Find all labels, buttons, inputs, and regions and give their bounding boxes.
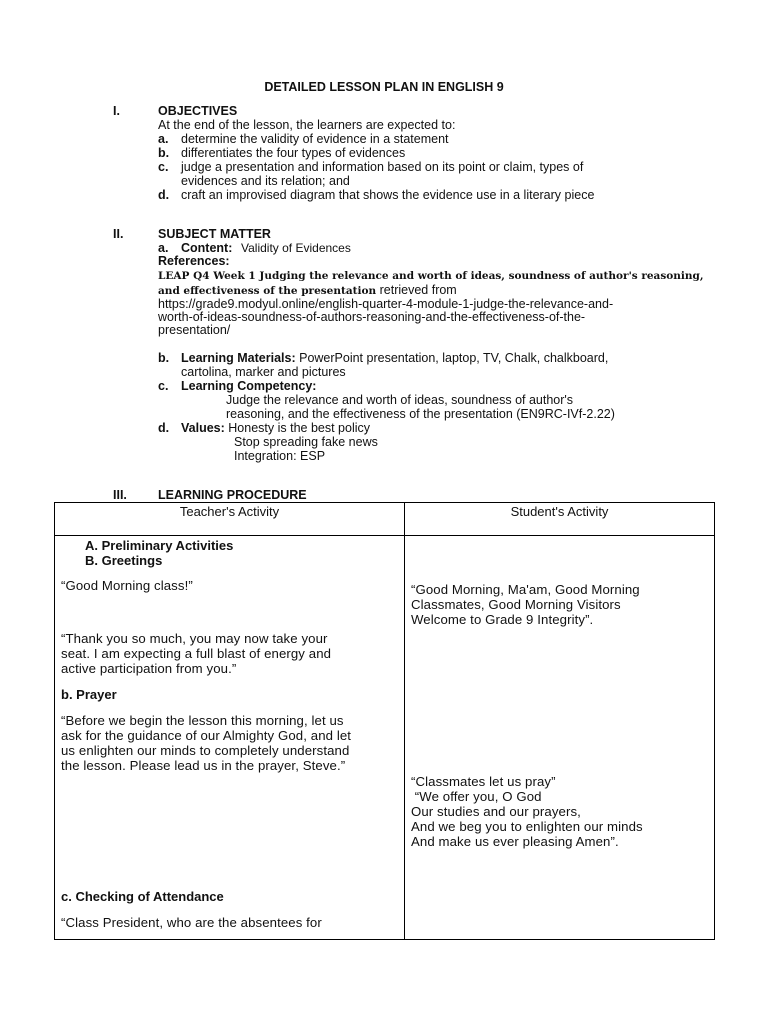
student-prayer-line: And we beg you to enlighten our minds [411, 819, 643, 834]
content-letter: a. [158, 241, 169, 255]
section-numeral-objectives: I. [113, 104, 120, 118]
student-greeting-line: Welcome to Grade 9 Integrity”. [411, 612, 594, 627]
document-title: DETAILED LESSON PLAN IN ENGLISH 9 [264, 80, 504, 94]
content-label: Content: [181, 241, 233, 255]
values-text: Integration: ESP [234, 449, 326, 463]
competency-label: Learning Competency: [181, 379, 317, 393]
materials-label: Learning Materials: [181, 351, 296, 365]
student-prayer-line: Our studies and our prayers, [411, 804, 581, 819]
teacher-greeting: “Good Morning class!” [61, 578, 193, 593]
section-numeral-procedure: III. [113, 488, 127, 502]
teacher-column-label: Teacher's Activity [179, 504, 280, 519]
objective-letter: a. [158, 132, 169, 146]
student-activity-cell [405, 536, 715, 940]
attendance-heading: c. Checking of Attendance [61, 889, 224, 904]
values-text: Honesty is the best policy [228, 421, 371, 435]
objectives-intro: At the end of the lesson, the learners are expected to: [158, 118, 456, 132]
reference-title: LEAP Q4 Week 1 Judging the relevance and worth of ideas, soundness of author's reasoning, [158, 270, 704, 282]
values-label: Values: [181, 421, 225, 435]
teacher-column-header [55, 503, 405, 536]
reference-url-line: presentation/ [158, 323, 231, 337]
objective-text: craft an improvised diagram that shows the evidence use in a literary piece [181, 188, 595, 202]
objective-letter: b. [158, 146, 170, 160]
student-greeting-line: Classmates, Good Morning Visitors [411, 597, 621, 612]
teacher-activity-cell [55, 536, 405, 940]
competency-text: reasoning, and the effectiveness of the presentation (EN9RC-IVf-2.22) [226, 407, 615, 421]
reference-title-continued: and effectiveness of the presentation [158, 285, 377, 297]
teacher-prayer-line: us enlighten our minds to completely understand [61, 743, 350, 758]
prayer-heading: b. Prayer [61, 687, 117, 702]
student-prayer-line: And make us ever pleasing Amen”. [411, 834, 619, 849]
reference-url-line: https://grade9.modyul.online/english-quarter-4-module-1-judge-the-relevance-and- [158, 297, 614, 311]
reference-url-line: worth-of-ideas-soundness-of-authors-reasoning-and-the-effectiveness-of-the- [158, 310, 586, 324]
student-column-header [405, 503, 715, 536]
references-label: References: [158, 254, 230, 268]
procedure-table-row [55, 536, 715, 940]
preliminary-activities-heading: A. Preliminary Activities [85, 538, 234, 553]
section-heading-subject-matter: SUBJECT MATTER [158, 227, 271, 241]
student-prayer-line: “Classmates let us pray” [411, 774, 556, 789]
teacher-prayer-line: the lesson. Please lead us in the prayer, Steve.” [61, 758, 346, 773]
teacher-prayer-line: “Before we begin the lesson this morning, let us [61, 713, 344, 728]
greetings-heading: B. Greetings [85, 553, 163, 568]
teacher-thanks-line: “Thank you so much, you may now take your [61, 631, 328, 646]
objective-text: judge a presentation and information based on its point or claim, types of [181, 160, 584, 174]
values-text: Stop spreading fake news [234, 435, 378, 449]
materials-value: PowerPoint presentation, laptop, TV, Chalk, chalkboard, [299, 351, 609, 365]
teacher-prayer-line: ask for the guidance of our Almighty God, and let [61, 728, 352, 743]
reference-retrieved: retrieved from [376, 283, 457, 297]
objective-letter: c. [158, 160, 169, 174]
content-value: Validity of Evidences [241, 241, 351, 255]
competency-letter: c. [158, 379, 169, 393]
student-greeting-line: “Good Morning, Ma'am, Good Morning [411, 582, 640, 597]
values-letter: d. [158, 421, 170, 435]
section-heading-objectives: OBJECTIVES [158, 104, 238, 118]
teacher-attendance: “Class President, who are the absentees for [61, 915, 322, 930]
materials-value-continued: cartolina, marker and pictures [181, 365, 346, 379]
section-heading-procedure: LEARNING PROCEDURE [158, 488, 307, 502]
student-prayer-line: “We offer you, O God [411, 789, 542, 804]
objective-letter: d. [158, 188, 170, 202]
student-column-label: Student's Activity [510, 504, 609, 519]
objective-text: differentiates the four types of evidences [181, 146, 406, 160]
procedure-table-header [55, 503, 715, 536]
teacher-thanks-line: active participation from you.” [61, 661, 237, 676]
procedure-table [54, 502, 715, 940]
competency-text: Judge the relevance and worth of ideas, soundness of author's [226, 393, 574, 407]
section-numeral-subject-matter: II. [113, 227, 124, 241]
objective-text-continued: evidences and its relation; and [181, 174, 350, 188]
objective-text: determine the validity of evidence in a statement [181, 132, 449, 146]
teacher-thanks-line: seat. I am expecting a full blast of energy and [61, 646, 332, 661]
materials-letter: b. [158, 351, 170, 365]
